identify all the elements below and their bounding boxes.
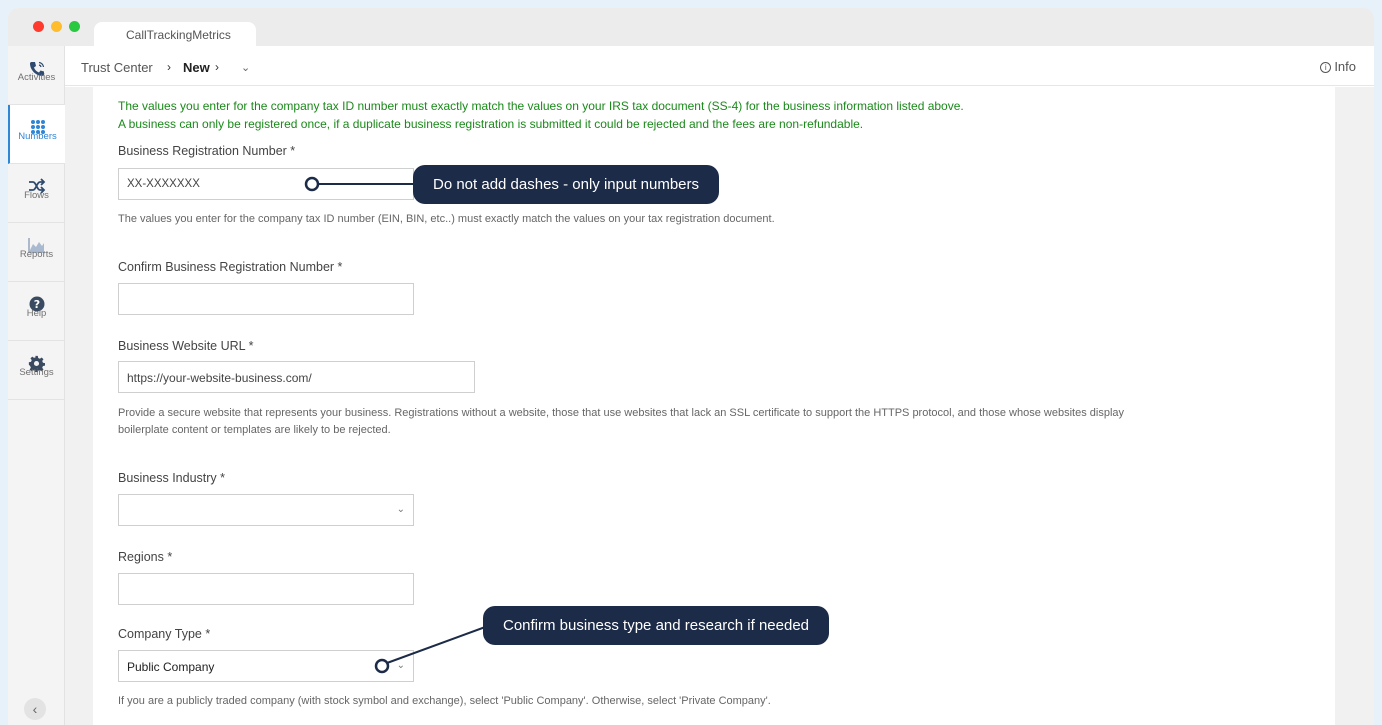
brn-callout-marker: [306, 178, 318, 190]
brn-label: Business Registration Number *: [118, 144, 296, 158]
breadcrumb-trust-center[interactable]: Trust Center: [81, 60, 153, 75]
website-input[interactable]: https://your-website-business.com/: [118, 361, 475, 393]
duplicate-registration-notice: A business can only be registered once, if a duplicate business registration is submitted it could be rejected and the fees are non-refundable.: [118, 117, 864, 131]
sidebar-item-label: Flows: [24, 190, 49, 201]
chevron-down-icon: ⌄: [396, 660, 405, 671]
company-type-label: Company Type *: [118, 627, 211, 641]
sidebar-item-label: Activities: [17, 72, 56, 83]
website-help-line: Provide a secure website that represents your business. Registrations without a website, those that use websites that lack an SSL certificate to support the HTTPS protocol, and those whose websites display: [118, 407, 1125, 419]
company-type-help-text: If you are a publicly traded company (with stock symbol and exchange), select 'Public Company'. Otherwise, select 'Private Company'.: [118, 695, 771, 707]
company-type-callout-marker: [376, 660, 388, 672]
website-label: Business Website URL *: [118, 339, 254, 353]
sidebar-item-label: Help: [26, 308, 47, 319]
regions-label: Regions *: [118, 550, 173, 564]
collapse-sidebar-button[interactable]: ‹: [24, 698, 46, 720]
chevron-right-icon: ›: [215, 60, 219, 74]
chevron-right-icon: ›: [167, 60, 171, 74]
website-help-line: boilerplate content or templates are likely to be rejected.: [118, 424, 391, 436]
breadcrumb-new[interactable]: New: [183, 60, 210, 75]
brn-help-text: The values you enter for the company tax ID number (EIN, BIN, etc..) must exactly match the values on your tax registration document.: [118, 213, 775, 225]
info-label: Info: [1334, 59, 1356, 74]
company-type-callout: Confirm business type and research if needed: [483, 606, 829, 645]
company-type-callout-line: [387, 626, 488, 663]
browser-tab[interactable]: CallTrackingMetrics: [94, 22, 256, 46]
chevron-down-icon[interactable]: ⌄: [241, 62, 251, 74]
svg-text:?: ?: [33, 298, 40, 311]
confirm-brn-label: Confirm Business Registration Number *: [118, 260, 343, 274]
sidebar-item-label: Settings: [19, 367, 54, 378]
info-icon: i: [1320, 62, 1331, 73]
chevron-down-icon: ⌄: [396, 504, 405, 515]
sidebar-item-label: Reports: [19, 249, 54, 260]
brn-callout: Do not add dashes - only input numbers: [413, 165, 719, 204]
brn-input[interactable]: XX-XXXXXXX: [118, 168, 414, 200]
sidebar-item-label: Numbers: [18, 131, 57, 142]
tax-id-notice: The values you enter for the company tax ID number must exactly match the values on your IRS tax document (SS-4) for the business information listed above.: [118, 99, 964, 113]
company-type-value: Public Company: [127, 660, 215, 674]
industry-label: Business Industry *: [118, 471, 225, 485]
